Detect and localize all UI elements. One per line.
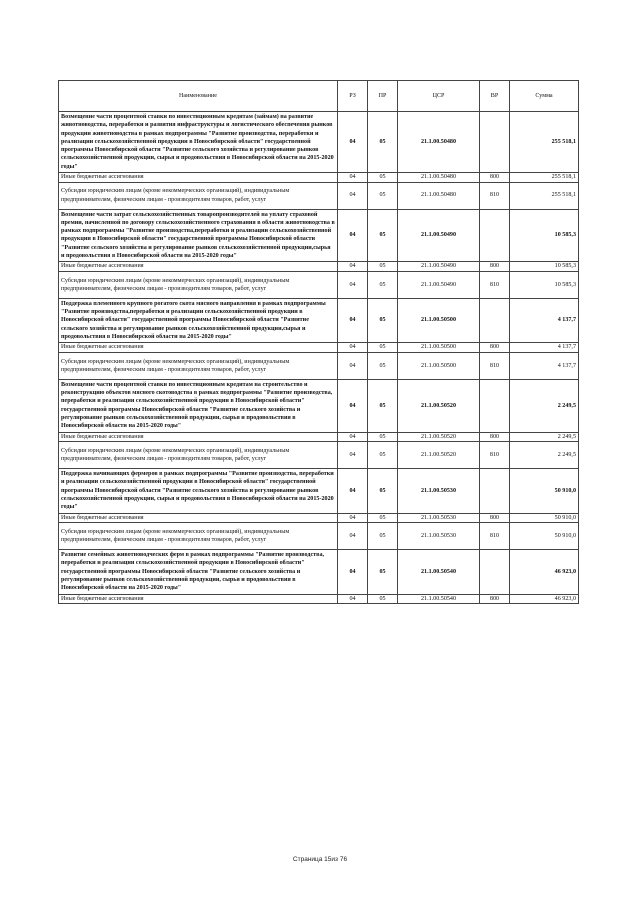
cell-vr: 810 <box>480 523 510 550</box>
cell-name: Субсидии юридическим лицам (кроме некоммерческих организаций), индивидуальным предпринимателям, физическим лицам - производителям товаров, работ, услуг <box>59 352 338 379</box>
cell-csr: 21.1.00.50520 <box>398 379 480 432</box>
table-row <box>59 550 579 594</box>
cell-rz: 04 <box>338 182 368 209</box>
cell-pr: 05 <box>368 343 398 353</box>
cell-pr: 05 <box>368 173 398 183</box>
cell-pr: 05 <box>368 298 398 342</box>
cell-sum: 46 923,0 <box>510 594 579 604</box>
cell-sum: 50 910,0 <box>510 513 579 523</box>
cell-name: Возмещение части затрат сельскохозяйственных товаропроизводителей на уплату страховой премии, начисленной по договору сельскохозяйственного страхования в области животноводства в рамках подпрограммы "Развитие производства,переработки и реализации сельскохозяйственной продукции в Новосибирской области" государственной программы Новосибирской области "Развитие сельского хозяйства и регулирование рынков сельскохозяйственной продукции,сырья и продовольствия в Новосибирской области на 2015-2020 годы" <box>59 209 338 262</box>
cell-name: Субсидии юридическим лицам (кроме некоммерческих организаций), индивидуальным предпринимателям, физическим лицам - производителям товаров, работ, услуг <box>59 182 338 209</box>
cell-sum: 10 585,3 <box>510 209 579 262</box>
header-rz: РЗ <box>338 81 368 112</box>
cell-csr: 21.1.00.50480 <box>398 112 480 173</box>
cell-pr: 05 <box>368 442 398 469</box>
cell-name: Иные бюджетные ассигнования <box>59 594 338 604</box>
table-row <box>59 262 579 272</box>
cell-pr: 05 <box>368 513 398 523</box>
table-row <box>59 594 579 604</box>
cell-rz: 04 <box>338 432 368 442</box>
cell-pr: 05 <box>368 379 398 432</box>
cell-sum: 2 249,5 <box>510 432 579 442</box>
cell-csr: 21.1.00.50480 <box>398 182 480 209</box>
cell-sum: 10 585,3 <box>510 262 579 272</box>
cell-sum: 50 910,0 <box>510 523 579 550</box>
table-row <box>59 432 579 442</box>
cell-pr: 05 <box>368 182 398 209</box>
cell-vr <box>480 209 510 262</box>
cell-csr: 21.1.00.50530 <box>398 469 480 513</box>
cell-vr: 800 <box>480 594 510 604</box>
cell-vr <box>480 469 510 513</box>
cell-vr <box>480 550 510 594</box>
cell-vr: 800 <box>480 343 510 353</box>
cell-sum: 4 137,7 <box>510 343 579 353</box>
cell-csr: 21.1.00.50530 <box>398 513 480 523</box>
cell-sum: 255 518,1 <box>510 112 579 173</box>
header-vr: ВР <box>480 81 510 112</box>
cell-sum: 2 249,5 <box>510 379 579 432</box>
cell-pr: 05 <box>368 594 398 604</box>
cell-vr: 810 <box>480 271 510 298</box>
cell-sum: 255 518,1 <box>510 173 579 183</box>
table-row <box>59 442 579 469</box>
cell-rz: 04 <box>338 594 368 604</box>
cell-csr: 21.1.00.50540 <box>398 550 480 594</box>
table-row <box>59 182 579 209</box>
table-row <box>59 513 579 523</box>
cell-sum: 4 137,7 <box>510 298 579 342</box>
table-header-row <box>59 81 579 112</box>
table-row <box>59 271 579 298</box>
cell-sum: 255 518,1 <box>510 182 579 209</box>
table-row <box>59 298 579 342</box>
cell-pr: 05 <box>368 271 398 298</box>
table-row <box>59 352 579 379</box>
cell-pr: 05 <box>368 112 398 173</box>
cell-vr <box>480 112 510 173</box>
cell-name: Возмещение части процентной ставки по инвестиционным кредитам на строительство и реконструкцию объектов мясного скотоводства в рамках подпрограммы "Развитие производства, переработки и реализации сельскохозяйственной продукции в Новосибирской области" государственной программы Новосибирской области "Развитие сельского хозяйства и регулирование рынков сельскохозяйственной продукции, сырья и продовольствия в Новосибирской области на 2015-2020 годы" <box>59 379 338 432</box>
cell-name: Развитие семейных животноводческих ферм в рамках подпрограммы "Развитие производства, переработки и реализации сельскохозяйственной продукции в Новосибирской области" государственной программы Новосибирской области "Развитие сельского хозяйства и регулирование рынков сельскохозяйственной продукции, сырья и продовольствия в Новосибирской области на 2015-2020 годы" <box>59 550 338 594</box>
cell-name: Иные бюджетные ассигнования <box>59 432 338 442</box>
cell-sum: 10 585,3 <box>510 271 579 298</box>
cell-rz: 04 <box>338 271 368 298</box>
cell-sum: 46 923,0 <box>510 550 579 594</box>
table-row <box>59 112 579 173</box>
cell-pr: 05 <box>368 469 398 513</box>
cell-pr: 05 <box>368 262 398 272</box>
cell-rz: 04 <box>338 112 368 173</box>
cell-vr: 810 <box>480 442 510 469</box>
cell-pr: 05 <box>368 352 398 379</box>
cell-pr: 05 <box>368 209 398 262</box>
cell-rz: 04 <box>338 352 368 379</box>
cell-csr: 21.1.00.50520 <box>398 442 480 469</box>
cell-rz: 04 <box>338 379 368 432</box>
cell-vr: 800 <box>480 262 510 272</box>
cell-csr: 21.1.00.50490 <box>398 262 480 272</box>
cell-name: Субсидии юридическим лицам (кроме некоммерческих организаций), индивидуальным предпринимателям, физическим лицам - производителям товаров, работ, услуг <box>59 442 338 469</box>
cell-pr: 05 <box>368 432 398 442</box>
cell-rz: 04 <box>338 343 368 353</box>
cell-name: Иные бюджетные ассигнования <box>59 173 338 183</box>
cell-sum: 50 910,0 <box>510 469 579 513</box>
cell-sum: 2 249,5 <box>510 442 579 469</box>
cell-rz: 04 <box>338 513 368 523</box>
cell-csr: 21.1.00.50540 <box>398 594 480 604</box>
cell-name: Иные бюджетные ассигнования <box>59 343 338 353</box>
cell-vr: 810 <box>480 182 510 209</box>
cell-rz: 04 <box>338 550 368 594</box>
cell-rz: 04 <box>338 173 368 183</box>
cell-sum: 4 137,7 <box>510 352 579 379</box>
table-row <box>59 343 579 353</box>
cell-csr: 21.1.00.50500 <box>398 298 480 342</box>
cell-name: Поддержка племенного крупного рогатого скота мясного направления в рамках подпрограммы "Развитие производства,переработки и реализации сельскохозяйственной продукции в Новосибирской области" государственной программы Новосибирской области "Развитие сельского хозяйства и регулирование рынков сельскохозяйственной продукции,сырья и продовольствия в Новосибирской области на 2015-2020 годы" <box>59 298 338 342</box>
cell-csr: 21.1.00.50500 <box>398 343 480 353</box>
page-footer: Страница 15из 76 <box>292 856 348 863</box>
cell-name: Возмещение части процентной ставки по инвестиционным кредитам (займам) на развитие животноводства, переработки и развития инфраструктуры и логистического обеспечения рынков продукции животноводства в рамках подпрограммы "Развитие производства, переработки и реализации сельскохозяйственной продукции в Новосибирской области" государственной программы Новосибирской области "Развитие сельского хозяйства и регулирование рынков сельскохозяйственной продукции, сырья и продовольствия в Новосибирской области на 2015-2020 годы" <box>59 112 338 173</box>
cell-pr: 05 <box>368 550 398 594</box>
budget-table-sheet <box>58 80 578 604</box>
cell-rz: 04 <box>338 442 368 469</box>
table-body <box>59 112 579 604</box>
table-row <box>59 469 579 513</box>
table-row <box>59 173 579 183</box>
cell-pr: 05 <box>368 523 398 550</box>
budget-table <box>58 80 579 604</box>
cell-name: Иные бюджетные ассигнования <box>59 262 338 272</box>
cell-vr: 810 <box>480 352 510 379</box>
cell-name: Субсидии юридическим лицам (кроме некоммерческих организаций), индивидуальным предпринимателям, физическим лицам - производителям товаров, работ, услуг <box>59 523 338 550</box>
table-row <box>59 379 579 432</box>
cell-name: Субсидии юридическим лицам (кроме некоммерческих организаций), индивидуальным предпринимателям, физическим лицам - производителям товаров, работ, услуг <box>59 271 338 298</box>
cell-rz: 04 <box>338 262 368 272</box>
cell-csr: 21.1.00.50490 <box>398 209 480 262</box>
cell-vr: 800 <box>480 173 510 183</box>
cell-rz: 04 <box>338 523 368 550</box>
cell-csr: 21.1.00.50490 <box>398 271 480 298</box>
table-row <box>59 209 579 262</box>
cell-vr: 800 <box>480 513 510 523</box>
header-sum: Сумма <box>510 81 579 112</box>
cell-name: Поддержка начинающих фермеров в рамках подпрограммы "Развитие производства, переработки и реализации сельскохозяйственной продукции в Новосибирской области" государственной программы Новосибирской области "Развитие сельского хозяйства и регулирование рынков сельскохозяйственной продукции, сырья и продовольствия в Новосибирской области на 2015-2020 годы" <box>59 469 338 513</box>
cell-vr <box>480 298 510 342</box>
header-csr: ЦСР <box>398 81 480 112</box>
table-row <box>59 523 579 550</box>
header-name: Наименование <box>59 81 338 112</box>
cell-vr: 800 <box>480 432 510 442</box>
header-pr: ПР <box>368 81 398 112</box>
cell-csr: 21.1.00.50520 <box>398 432 480 442</box>
cell-name: Иные бюджетные ассигнования <box>59 513 338 523</box>
cell-rz: 04 <box>338 469 368 513</box>
cell-rz: 04 <box>338 209 368 262</box>
cell-csr: 21.1.00.50500 <box>398 352 480 379</box>
cell-csr: 21.1.00.50530 <box>398 523 480 550</box>
cell-csr: 21.1.00.50480 <box>398 173 480 183</box>
cell-rz: 04 <box>338 298 368 342</box>
cell-vr <box>480 379 510 432</box>
